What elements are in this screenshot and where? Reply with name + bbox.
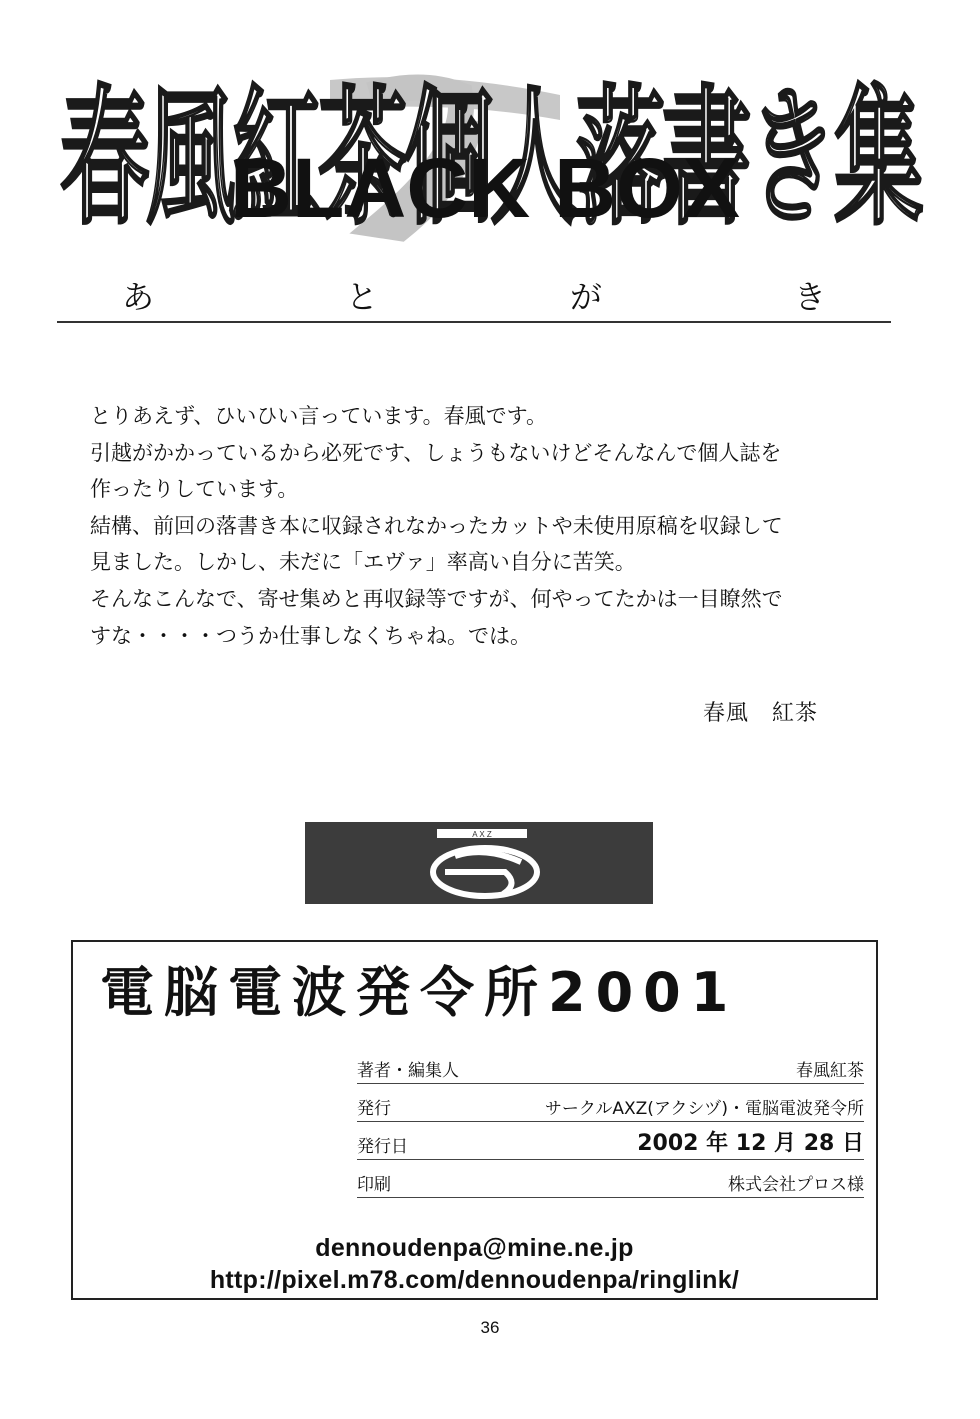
afterword-line: そんなこんなで、寄せ集めと再収録等ですが、何やってたかは一目瞭然で <box>90 586 783 611</box>
heading-divider <box>57 321 891 323</box>
afterword-line: 引越がかかっているから必死です、しょうもないけどそんなんで個人誌を <box>90 440 782 465</box>
afterword-heading-char: が <box>569 278 602 316</box>
circle-name: 電脳電波発令所2001 <box>100 961 739 1024</box>
axz-emblem-icon <box>305 822 653 904</box>
contact-email[interactable]: dennoudenpa@mine.ne.jp <box>315 1234 634 1262</box>
contact-url[interactable]: http://pixel.m78.com/dennoudenpa/ringlink/ <box>209 1266 740 1294</box>
afterword-heading-char: き <box>793 278 826 316</box>
info-row-author <box>357 1048 864 1084</box>
afterword-heading-char: と <box>345 278 378 316</box>
afterword-heading <box>57 270 891 320</box>
afterword-line: 作ったりしています。 <box>90 477 299 502</box>
title-logo <box>0 0 980 260</box>
circle-logo-band <box>305 822 653 904</box>
afterword-line: 見ました。しかし、未だに「エヴァ」率高い自分に苦笑。 <box>90 550 636 575</box>
black-box-text: BLACK BOX <box>230 141 740 235</box>
author-signature: 春風 紅茶 <box>703 701 819 726</box>
info-label: 発行 <box>357 1099 391 1119</box>
info-label: 著者・編集人 <box>357 1061 459 1081</box>
info-label: 印刷 <box>357 1175 391 1195</box>
info-row-printer <box>357 1162 864 1198</box>
afterword-line: 結構、前回の落書き本に収録されなかったカットや未使用原稿を収録して <box>90 513 783 538</box>
afterword-line: すな・・・・つうか仕事しなくちゃね。では。 <box>90 623 531 648</box>
afterword-line: とりあえず、ひいひい言っています。春風です。 <box>90 404 547 428</box>
info-row-publisher <box>357 1086 864 1122</box>
info-value: 2002 年 12 月 28 日 <box>637 1131 864 1156</box>
info-value: サークルAXZ(アクシヅ)・電脳電波発令所 <box>544 1099 864 1119</box>
info-row-date <box>357 1124 864 1160</box>
logo-caption: A X Z <box>472 830 492 839</box>
afterword-body <box>90 398 890 654</box>
info-value: 株式会社プロス様 <box>728 1175 864 1195</box>
info-value: 春風紅茶 <box>796 1061 864 1081</box>
afterword-heading-char: あ <box>122 278 155 316</box>
page-number: 36 <box>480 1318 500 1337</box>
info-label: 発行日 <box>357 1137 408 1157</box>
title-outline-text: 春風紅茶個人落書き集 <box>60 72 923 246</box>
